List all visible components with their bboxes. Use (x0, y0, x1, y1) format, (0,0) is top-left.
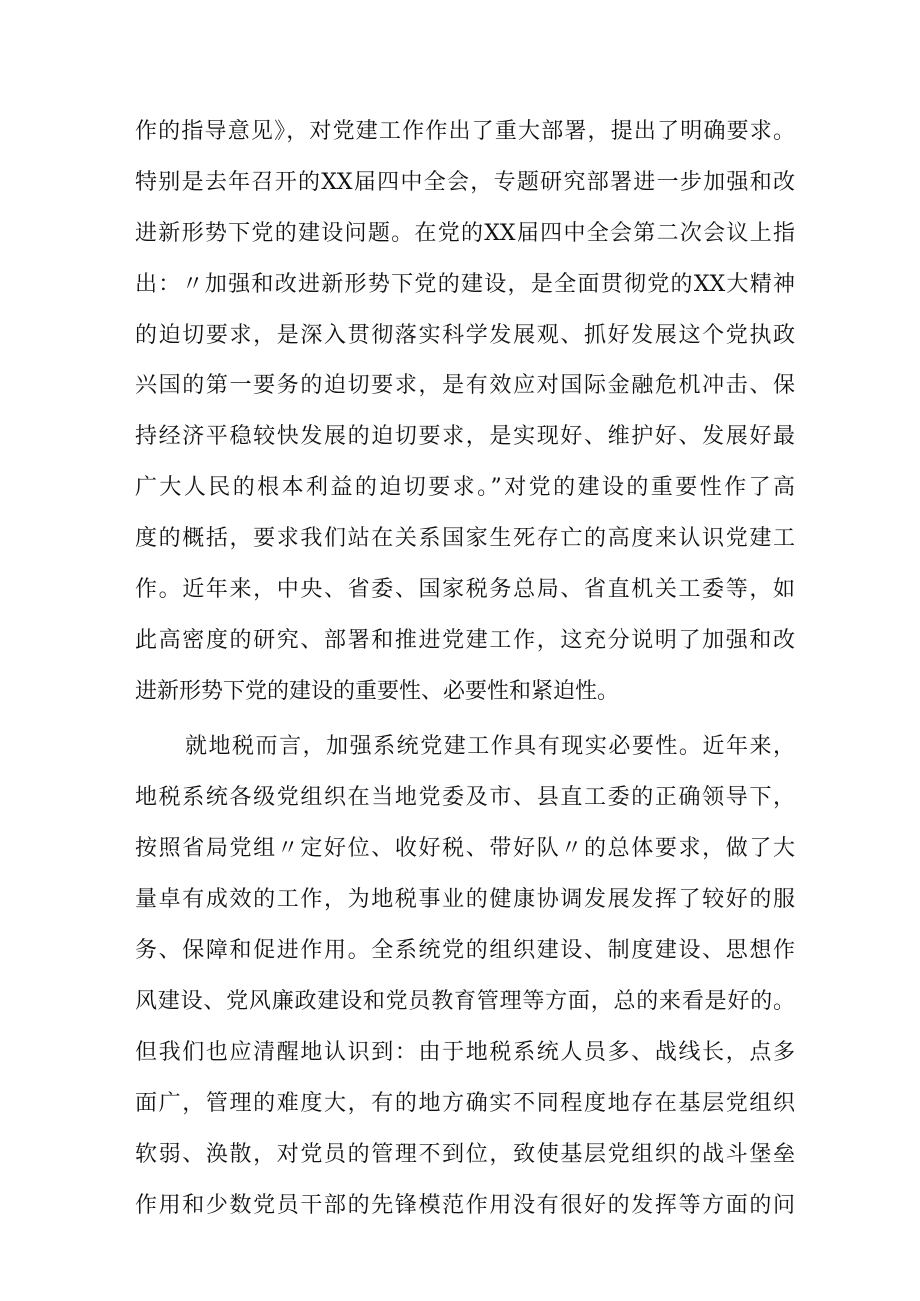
paragraph-line: 风建设、党风廉政建设和党员教育管理等方面，总的来看是好的。 (135, 989, 795, 1014)
paragraph-line: 作的指导意见》，对党建工作作出了重大部署，提出了明确要求。 (135, 119, 795, 144)
paragraph-line: 作用和少数党员干部的先锋模范作用没有很好的发挥等方面的问 (135, 1193, 795, 1218)
paragraph-line: 的迫切要求，是深入贯彻落实科学发展观、抓好发展这个党执政 (135, 323, 795, 348)
paragraph-line: 按照省局党组〃定好位、收好税、带好队〃的总体要求，做了大 (135, 836, 795, 861)
paragraph-line: 此高密度的研究、部署和推进党建工作，这充分说明了加强和改 (135, 628, 795, 653)
paragraph-line: 进新形势下党的建设问题。在党的XX届四中全会第二次会议上指 (135, 221, 795, 246)
paragraph-line: 度的概括，要求我们站在关系国家生死存亡的高度来认识党建工 (135, 526, 795, 551)
paragraph-line: 务、保障和促进作用。全系统党的组织建设、制度建设、思想作 (135, 938, 795, 963)
paragraph-line: 出：〃加强和改进新形势下党的建设，是全面贯彻党的XX大精神 (135, 272, 795, 297)
paragraph-line: 就地税而言，加强系统党建工作具有现实必要性。近年来， (185, 734, 795, 759)
paragraph-line: 兴国的第一要务的迫切要求，是有效应对国际金融危机冲击、保 (135, 373, 795, 398)
paragraph-line: 量卓有成效的工作，为地税事业的健康协调发展发挥了较好的服 (135, 887, 795, 912)
paragraph-line: 软弱、涣散，对党员的管理不到位，致使基层党组织的战斗堡垒 (135, 1142, 795, 1167)
paragraph-line: 进新形势下党的建设的重要性、必要性和紧迫性。 (135, 679, 620, 704)
paragraph-line: 持经济平稳较快发展的迫切要求，是实现好、维护好、发展好最 (135, 424, 795, 449)
paragraph-line: 广大人民的根本利益的迫切要求。”对党的建设的重要性作了高 (135, 475, 795, 500)
paragraph-line: 地税系统各级党组织在当地党委及市、县直工委的正确领导下， (135, 785, 795, 810)
paragraph-line: 但我们也应清醒地认识到：由于地税系统人员多、战线长，点多 (135, 1040, 795, 1065)
paragraph-line: 面广，管理的难度大，有的地方确实不同程度地存在基层党组织 (135, 1091, 795, 1116)
paragraph-line: 作。近年来，中央、省委、国家税务总局、省直机关工委等，如 (135, 577, 795, 602)
paragraph-line: 特别是去年召开的XX届四中全会，专题研究部署进一步加强和改 (135, 170, 795, 195)
